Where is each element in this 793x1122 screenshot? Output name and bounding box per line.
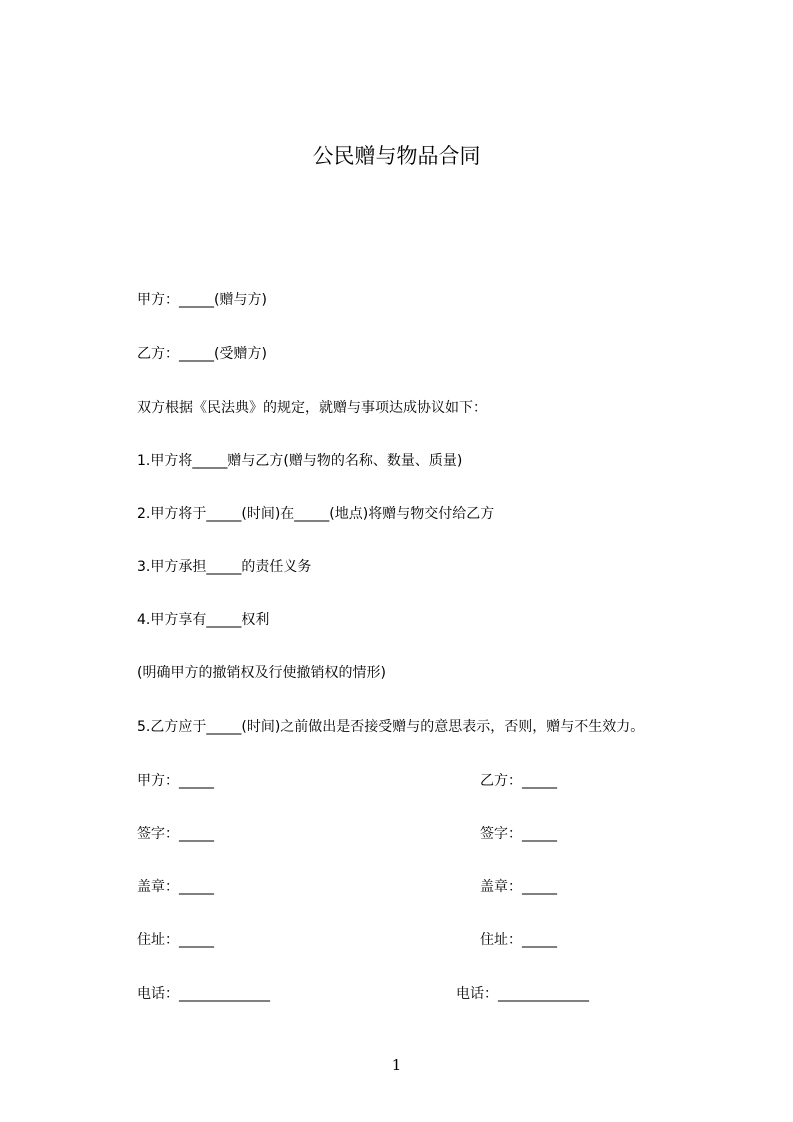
- sign-phone-b: 电话：_____________: [456, 986, 589, 1002]
- sign-party-b: 乙方：_____: [480, 773, 557, 789]
- document-title: 公民赠与物品合同: [312, 144, 481, 168]
- clause-3: 3.甲方承担_____的责任义务: [137, 559, 312, 575]
- sign-phone-a: 电话：_____________: [137, 986, 270, 1002]
- sign-party-a: 甲方：_____: [137, 773, 214, 789]
- sign-signature-b: 签字：_____: [480, 826, 557, 842]
- sign-signature-a: 签字：_____: [137, 826, 214, 842]
- sign-seal-a: 盖章：_____: [137, 879, 214, 895]
- page-number: 1: [391, 1056, 402, 1074]
- sign-address-b: 住址：_____: [480, 932, 557, 948]
- intro-paragraph: 双方根据《民法典》的规定，就赠与事项达成协议如下：: [137, 400, 487, 416]
- clause-4: 4.甲方享有_____权利: [137, 612, 270, 628]
- sign-address-a: 住址：_____: [137, 932, 214, 948]
- clause-4-note: (明确甲方的撤销权及行使撤销权的情形): [137, 665, 386, 681]
- clause-2: 2.甲方将于_____(时间)在_____(地点)将赠与物交付给乙方: [137, 506, 495, 522]
- sign-seal-b: 盖章：_____: [480, 879, 557, 895]
- clause-5: 5.乙方应于_____(时间)之前做出是否接受赠与的意思表示，否则，赠与不生效力。: [137, 719, 645, 735]
- party-a-line: 甲方：_____(赠与方): [137, 292, 267, 308]
- clause-1: 1.甲方将_____赠与乙方(赠与物的名称、数量、质量): [137, 453, 463, 469]
- party-b-line: 乙方：_____(受赠方): [137, 346, 267, 362]
